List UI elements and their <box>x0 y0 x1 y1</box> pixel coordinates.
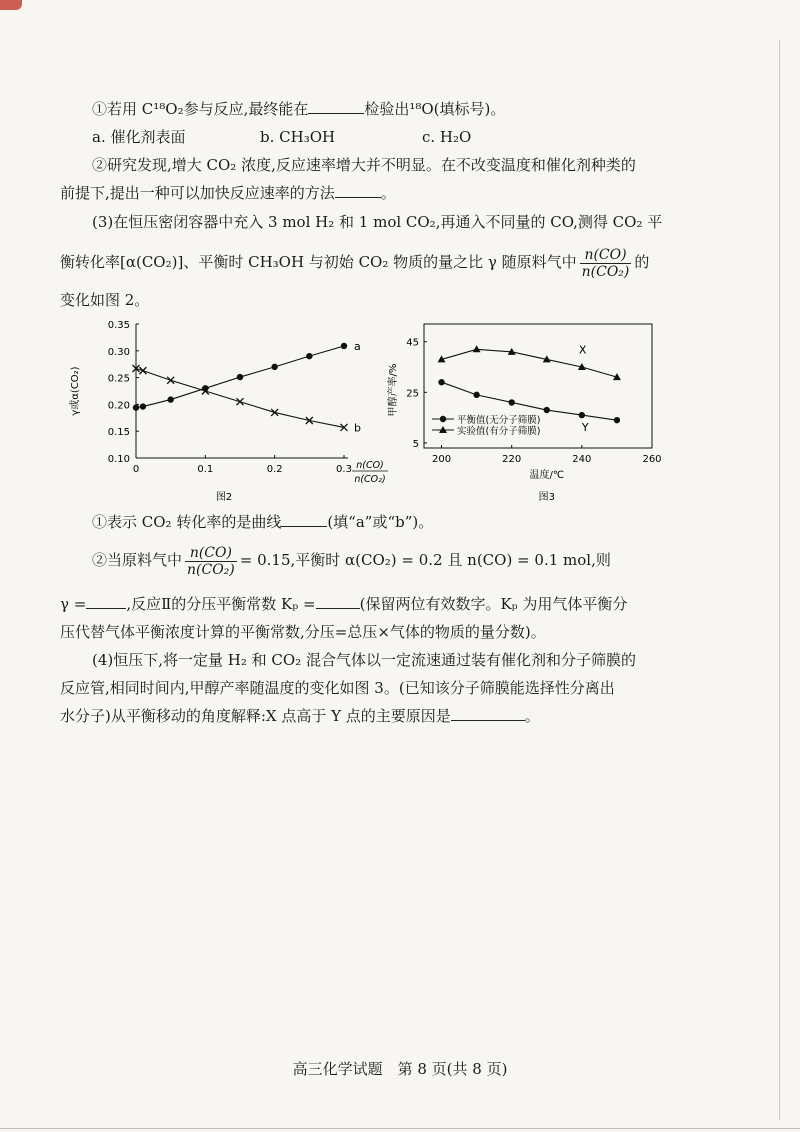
series-a-point <box>167 396 173 402</box>
x-tick-label: 240 <box>572 454 592 465</box>
x-tick-label: 0.3 <box>336 464 352 475</box>
y-tick-label: 0.35 <box>107 320 130 331</box>
q2-item1-tail: 检验出¹⁸O(填标号)。 <box>364 100 506 118</box>
fraction-numerator: n(CO) <box>580 247 632 264</box>
q3-sub2-line2 <box>60 594 627 614</box>
figure-3-caption: 图3 <box>538 492 555 503</box>
series-a-label: a <box>354 339 361 353</box>
q3-sub1-tail: (填“a”或“b”)。 <box>327 513 434 531</box>
y-tick-label: 5 <box>412 438 419 450</box>
series-a-point <box>306 353 312 359</box>
q3-line2-tail: 的 <box>634 253 650 271</box>
series-b-point <box>271 409 278 416</box>
y-tick-label: 0.20 <box>107 400 130 412</box>
answer-blank[interactable] <box>281 512 327 527</box>
series-0-point <box>544 407 550 413</box>
q4-line1: (4)恒压下,将一定量 H₂ 和 CO₂ 混合气体以一定流速通过装有催化剂和分子筛膜的 <box>92 651 636 669</box>
q3-line2-text: 衡转化率[α(CO₂)]、平衡时 CH₃OH 与初始 CO₂ 物质的量之比 γ 随原料气中 <box>60 253 577 271</box>
series-a-point <box>271 364 277 370</box>
legend-label: 实验值(有分子筛膜) <box>457 426 541 437</box>
fraction-denominator: n(CO₂) <box>581 263 630 280</box>
q2-item2-text: 前提下,提出一种可以加快反应速率的方法 <box>60 184 335 202</box>
x-axis-label-denominator: n(CO₂) <box>354 474 386 485</box>
series-a-point <box>133 404 139 410</box>
figure-2-caption: 图2 <box>215 492 233 503</box>
answer-blank[interactable] <box>316 594 360 609</box>
series-0-point <box>473 392 479 398</box>
figure-2 <box>60 318 390 508</box>
y-tick-label: 0.25 <box>107 373 130 385</box>
q2-item1 <box>92 99 505 119</box>
q3-sub2-text: ②当原料气中 <box>92 551 183 569</box>
point-label-x: X <box>578 343 587 357</box>
x-axis-label-numerator: n(CO) <box>356 460 384 471</box>
x-axis-label: 温度/℃ <box>529 470 565 481</box>
q3-line2 <box>60 244 649 280</box>
y-tick-label: 0.15 <box>107 427 130 439</box>
x-tick-label: 0.1 <box>197 464 214 475</box>
gamma-label: γ = <box>60 595 87 613</box>
q4-line3 <box>60 706 540 726</box>
y-axis-label: 甲醇产率/% <box>388 363 399 417</box>
y-tick-label: 45 <box>406 337 419 349</box>
ratio-fraction <box>185 545 237 578</box>
y-axis-label: γ或α(CO₂) <box>70 366 81 416</box>
q4-line3-tail: 。 <box>524 707 540 725</box>
page-edge-line <box>779 40 780 1120</box>
point-label-y: Y <box>581 421 589 435</box>
answer-blank[interactable] <box>335 183 381 198</box>
series-b-point <box>237 398 244 405</box>
x-tick-label: 0 <box>132 464 140 475</box>
answer-blank[interactable] <box>86 594 126 609</box>
page-footer: 高三化学试题 第 8 页(共 8 页) <box>292 1060 508 1078</box>
kp-label: ,反应Ⅱ的分压平衡常数 Kₚ = <box>126 595 316 613</box>
fraction-denominator: n(CO₂) <box>187 561 235 578</box>
series-1-line <box>442 349 617 377</box>
q3-line1: (3)在恒压密闭容器中充入 3 mol H₂ 和 1 mol CO₂,再通入不同量的 CO,测得 CO₂ 平 <box>92 213 663 231</box>
x-tick-label: 260 <box>642 454 662 465</box>
corner-stamp <box>0 0 22 10</box>
x-tick-label: 220 <box>502 454 522 465</box>
q3-sub2 <box>92 542 611 578</box>
legend-label: 平衡值(无分子筛膜) <box>457 415 541 426</box>
q3-sub2-tail: = 0.15,平衡时 α(CO₂) = 0.2 且 n(CO) = 0.1 mol,则 <box>239 551 611 569</box>
q3-sub2-line3: 压代替气体平衡浓度计算的平衡常数,分压=总压×气体的物质的量分数)。 <box>60 623 546 641</box>
series-b-point <box>139 367 146 374</box>
series-0-point <box>438 379 444 385</box>
series-b-point <box>167 377 174 384</box>
q2-item2-tail: 。 <box>380 184 396 202</box>
fraction-numerator: n(CO) <box>185 545 237 562</box>
series-0-point <box>614 417 620 423</box>
series-a-point <box>140 403 146 409</box>
option-a: a. 催化剂表面 <box>92 128 186 146</box>
series-1-point <box>473 345 481 352</box>
series-0-point <box>508 399 514 405</box>
series-0-point <box>579 412 585 418</box>
ratio-fraction <box>580 247 632 280</box>
q2-item2-line1: ②研究发现,增大 CO₂ 浓度,反应速率增大并不明显。在不改变温度和催化剂种类的 <box>92 156 636 174</box>
q2-item1-text: ①若用 C¹⁸O₂参与反应,最终能在 <box>92 100 309 118</box>
answer-blank[interactable] <box>451 706 525 721</box>
series-b-label: b <box>354 421 361 435</box>
figure-2-chart <box>60 318 390 508</box>
figure-3 <box>382 318 692 508</box>
x-tick-label: 0.2 <box>266 464 283 475</box>
y-tick-label: 25 <box>406 388 419 400</box>
figure-3-chart <box>382 318 692 508</box>
option-c: c. H₂O <box>422 128 472 146</box>
series-a-point <box>237 374 243 380</box>
q3-sub1 <box>92 512 433 532</box>
legend-marker <box>440 416 446 422</box>
series-a-point <box>341 343 347 349</box>
option-b: b. CH₃OH <box>260 128 336 146</box>
y-tick-label: 0.10 <box>107 454 130 465</box>
q2-item2-line2 <box>60 183 396 203</box>
q4-line2: 反应管,相同时间内,甲醇产率随温度的变化如图 3。(已知该分子筛膜能选择性分离出 <box>60 679 615 697</box>
answer-blank[interactable] <box>308 99 364 114</box>
q3-line3: 变化如图 2。 <box>60 291 150 309</box>
page-bottom-line <box>0 1128 800 1129</box>
q3-sub1-text: ①表示 CO₂ 转化率的是曲线 <box>92 513 282 531</box>
x-tick-label: 200 <box>431 454 452 465</box>
q3-sub2-note: (保留两位有效数字。Kₚ 为用气体平衡分 <box>359 595 628 613</box>
y-tick-label: 0.30 <box>107 346 130 358</box>
q4-line3-text: 水分子)从平衡移动的角度解释:X 点高于 Y 点的主要原因是 <box>60 707 451 725</box>
